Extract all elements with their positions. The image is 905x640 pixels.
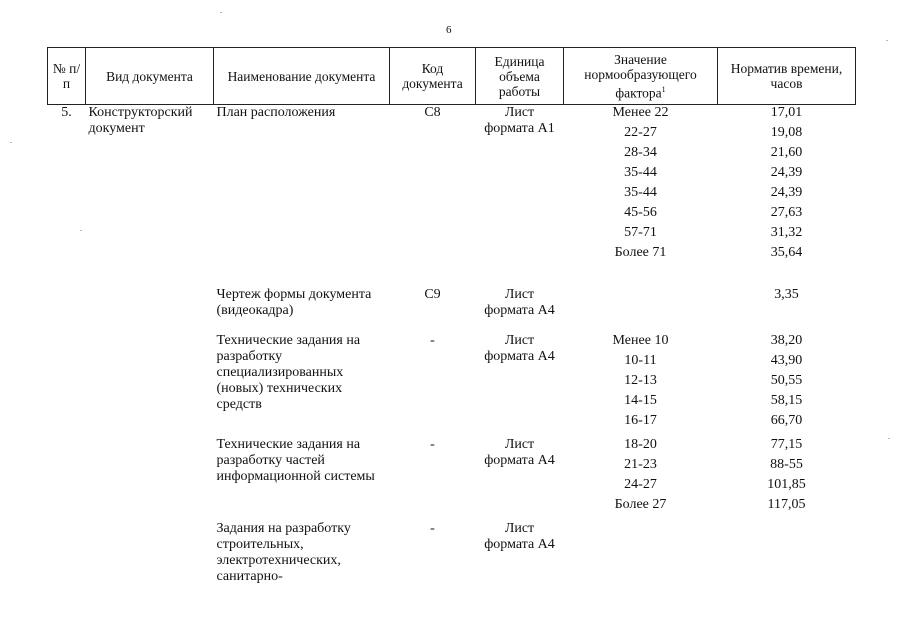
document-name: План расположения <box>216 105 336 120</box>
norm-value: 19,08 <box>770 125 803 140</box>
factor-value: 21-23 <box>624 457 657 472</box>
factor-value: 57-71 <box>624 225 657 240</box>
document-code: С9 <box>424 287 441 302</box>
header-factor-text: Значение нормообразующего фактора <box>584 51 697 101</box>
work-unit: Лист формата А4 <box>484 521 555 552</box>
footnote-marker: 1 <box>661 84 666 94</box>
work-unit: Лист формата А4 <box>484 437 555 468</box>
factor-value: 22-27 <box>624 125 657 140</box>
factor-value: 18-20 <box>624 437 657 452</box>
factor-value: 28-34 <box>624 145 657 160</box>
factor-value: 35-44 <box>624 185 657 200</box>
document-name: Технические задания на разработку специализированных (новых) технических средств <box>216 333 361 412</box>
norm-value: 66,70 <box>770 413 803 428</box>
header-num: № п/п <box>48 48 86 105</box>
table-row <box>48 333 856 437</box>
factor-value: 10-11 <box>624 353 657 368</box>
scan-speck <box>886 40 888 41</box>
norm-value: 21,60 <box>770 145 803 160</box>
norms-table <box>47 47 856 585</box>
table-row <box>48 105 856 288</box>
norm-value: 3,35 <box>774 287 799 302</box>
norm-values <box>718 437 856 521</box>
scan-speck <box>220 12 222 13</box>
factor-values <box>564 105 718 288</box>
norm-values <box>718 333 856 437</box>
scan-speck <box>10 142 12 143</box>
work-unit: Лист формата А4 <box>484 287 555 318</box>
document-name: Задания на разработку строительных, электротехнических, санитарно- <box>216 521 351 584</box>
row-number: 5. <box>61 105 72 120</box>
norm-value: 31,32 <box>770 225 803 240</box>
work-unit: Лист формата А4 <box>484 333 555 364</box>
factor-value: 35-44 <box>624 165 657 180</box>
factor-value: Более 71 <box>614 245 667 260</box>
table-row <box>48 287 856 333</box>
norm-value: 43,90 <box>770 353 803 368</box>
header-norm: Норматив времени, часов <box>718 48 856 105</box>
document-name: Чертеж формы документа (видеокадра) <box>216 287 372 318</box>
norm-value: 27,63 <box>770 205 803 220</box>
header-unit: Единица объема работы <box>476 48 564 105</box>
norm-value: 17,01 <box>770 105 803 120</box>
work-unit: Лист формата А1 <box>484 105 555 136</box>
factor-value: 14-15 <box>624 393 657 408</box>
table-header-row <box>48 48 856 105</box>
norm-value: 24,39 <box>770 165 803 180</box>
factor-value: 45-56 <box>624 205 657 220</box>
norm-value: 58,15 <box>770 393 803 408</box>
table-row <box>48 521 856 585</box>
header-name: Наименование документа <box>214 48 390 105</box>
norm-value: 117,05 <box>767 497 806 512</box>
norm-values <box>718 521 856 585</box>
norm-value: 35,64 <box>770 245 803 260</box>
factor-value: 12-13 <box>624 373 657 388</box>
document-code: - <box>430 521 435 536</box>
factor-values <box>564 333 718 437</box>
document-code: С8 <box>424 105 441 120</box>
header-code: Код документа <box>390 48 476 105</box>
scan-speck <box>888 438 890 439</box>
factor-values <box>564 437 718 521</box>
factor-values <box>564 521 718 585</box>
factor-value: 16-17 <box>624 413 657 428</box>
norm-value: 24,39 <box>770 185 803 200</box>
factor-value: Более 27 <box>614 497 667 512</box>
norm-value: 50,55 <box>770 373 803 388</box>
table-row <box>48 437 856 521</box>
document-name: Технические задания на разработку частей информационной системы <box>216 437 375 484</box>
factor-value: Менее 22 <box>612 105 669 120</box>
norm-value: 38,20 <box>770 333 803 348</box>
factor-value: Менее 10 <box>612 333 669 348</box>
factor-value: 24-27 <box>624 477 657 492</box>
header-kind: Вид документа <box>86 48 214 105</box>
norm-value: 88-55 <box>770 457 803 472</box>
document-kind: Конструкторский документ <box>88 105 193 136</box>
page-number: 6 <box>446 24 452 36</box>
header-factor <box>564 48 718 105</box>
factor-values <box>564 287 718 333</box>
document-code: - <box>430 333 435 348</box>
norm-values <box>718 287 856 333</box>
norm-value: 77,15 <box>770 437 803 452</box>
norm-value: 101,85 <box>767 477 806 492</box>
document-code: - <box>430 437 435 452</box>
norm-values <box>718 105 856 288</box>
